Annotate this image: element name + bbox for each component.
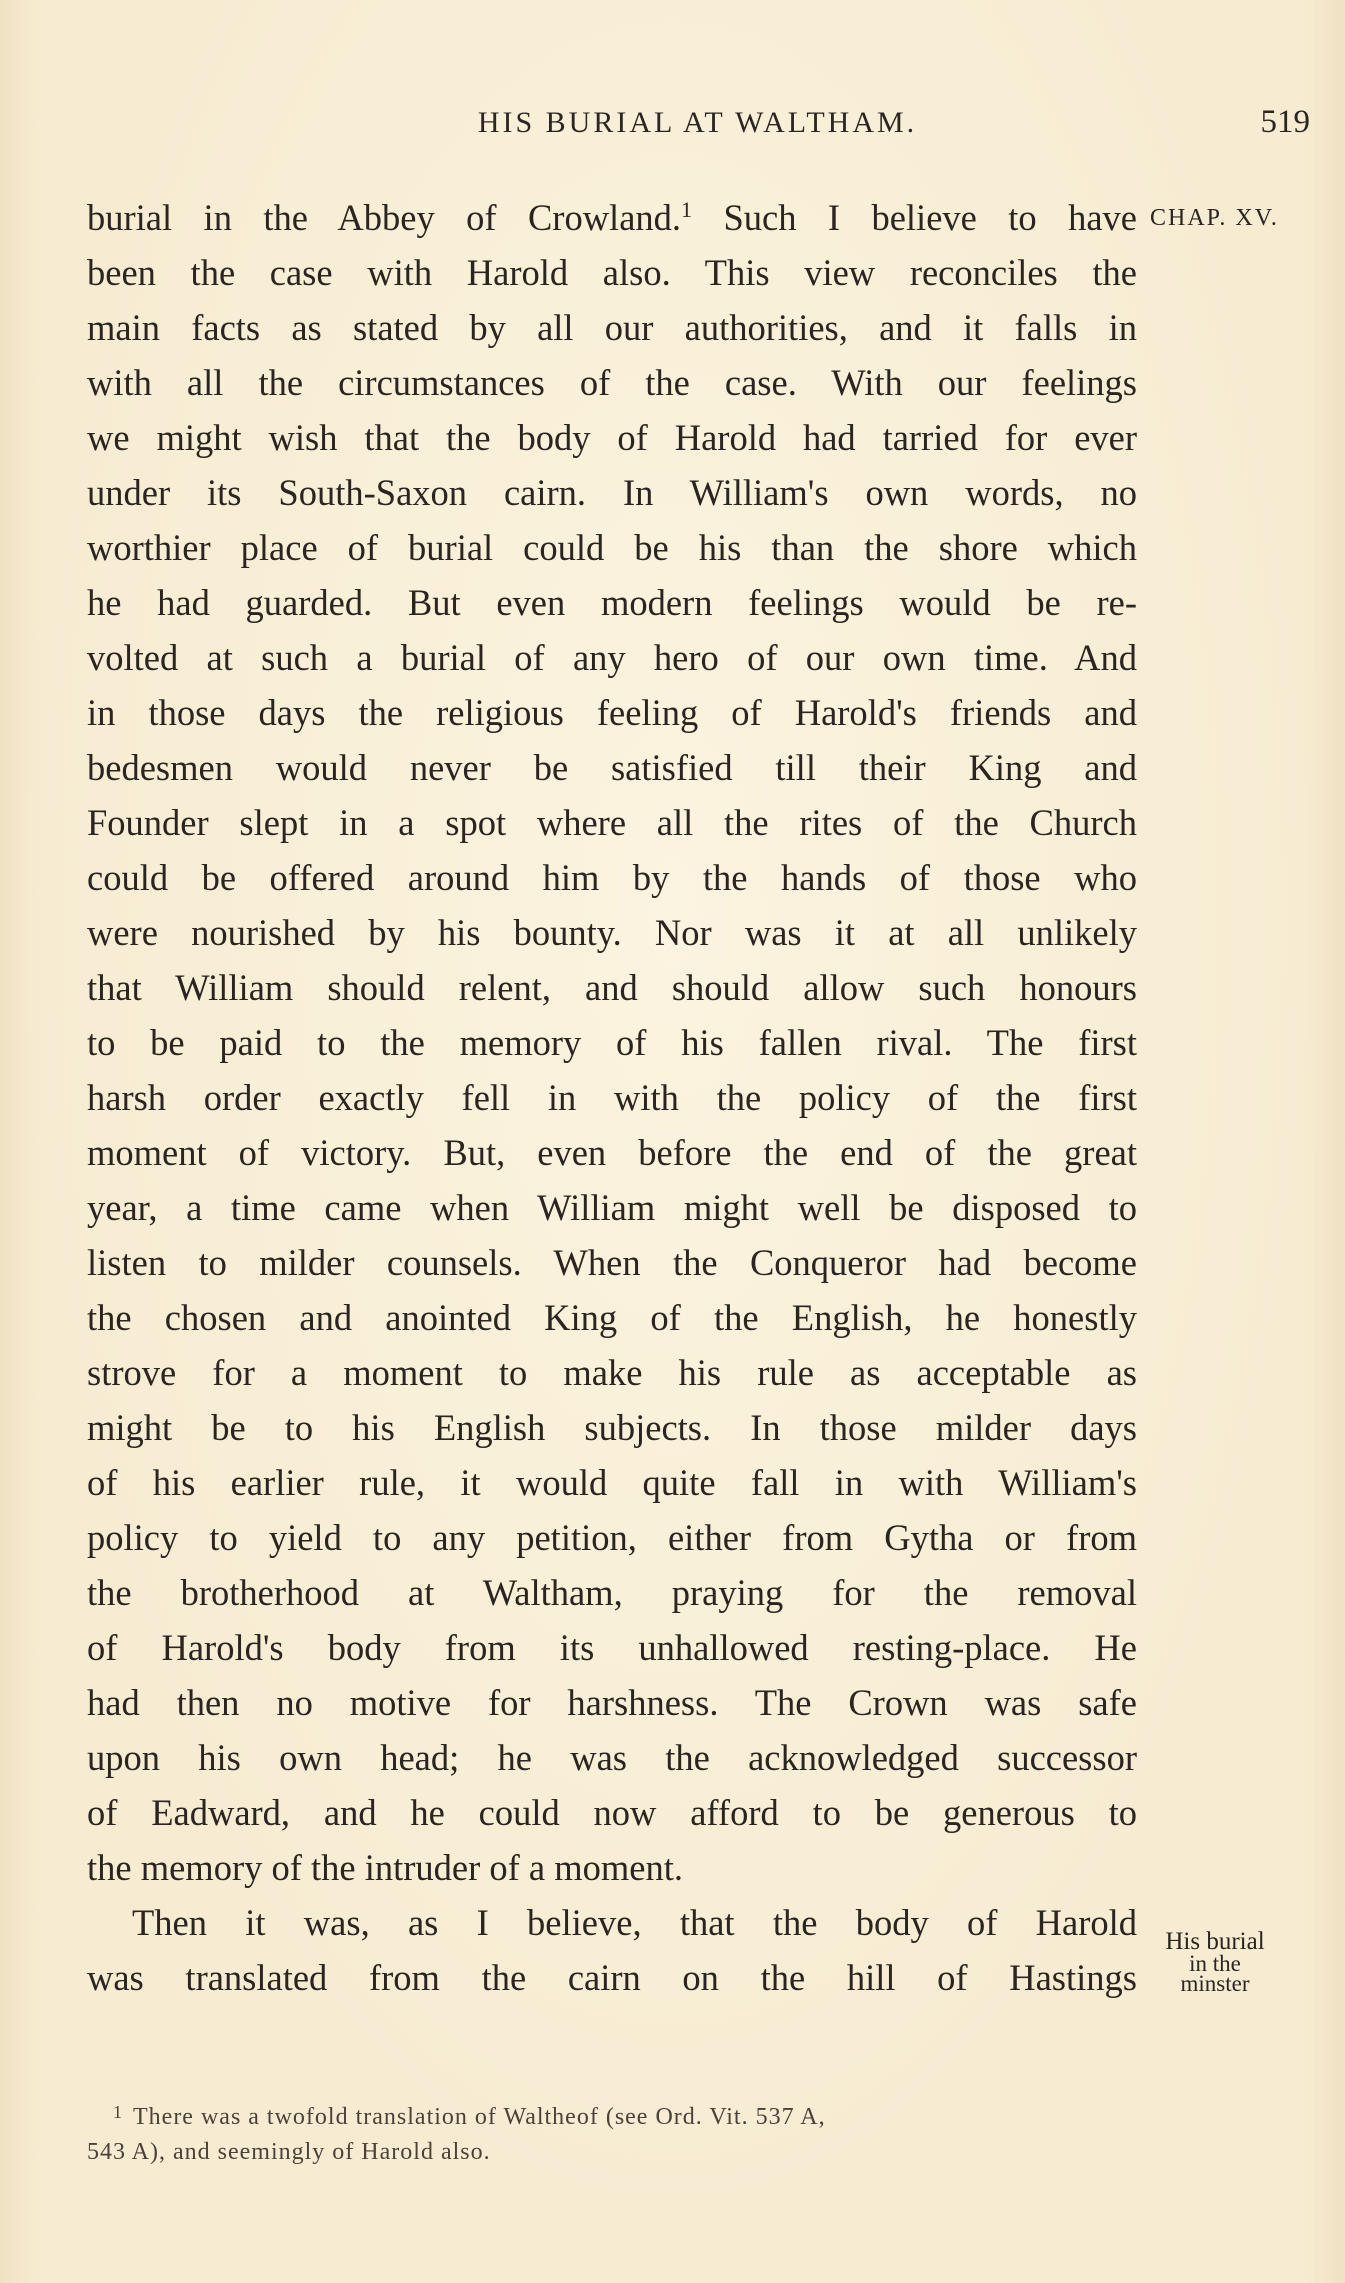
text-line: had then no motive for harshness. The Crown was safe [87,1682,1137,1723]
text-line: might be to his English subjects. In those milder days [87,1407,1137,1448]
text-line: the chosen and anointed King of the English, he honestly [87,1297,1137,1338]
footnote-text: There was a twofold translation of Waltheof (see Ord. Vit. 537 A, [133,2104,826,2130]
text-line: could be offered around him by the hands of those who [87,857,1137,898]
text-line-part: burial in the Abbey of Crowland. [87,197,682,238]
text-line: of his earlier rule, it would quite fall in with William's [87,1462,1137,1503]
text-line: worthier place of burial could be his than the shore which [87,527,1137,568]
text-line: was translated from the cairn on the hill of Hastings [87,1957,1137,1998]
text-line: the brotherhood at Waltham, praying for the removal [87,1572,1137,1613]
page-number: 519 [1260,104,1310,140]
text-line: were nourished by his bounty. Nor was it at all unlikely [87,912,1137,953]
footnotes [87,2092,1137,2172]
text-line: main facts as stated by all our authorities, and it falls in [87,307,1137,348]
text-line: year, a time came when William might well be disposed to [87,1187,1137,1228]
footnote-mark: 1 [113,2102,123,2122]
text-line: listen to milder counsels. When the Conqueror had become [87,1242,1137,1283]
text-line: we might wish that the body of Harold had tarried for ever [87,417,1137,458]
running-head [85,100,1310,150]
text-line: moment of victory. But, even before the end of the great [87,1132,1137,1173]
text-line-part: Such I believe to have [692,197,1137,238]
text-line: policy to yield to any petition, either from Gytha or from [87,1517,1137,1558]
sidenote-line-1: His burial [1165,1928,1265,1955]
text-line: the memory of the intruder of a moment. [87,1847,683,1888]
text-line: that William should relent, and should allow such honours [87,967,1137,1008]
text-line: to be paid to the memory of his fallen rival. The first [87,1022,1137,1063]
chapter-marginal-note: CHAP. XV. [1150,205,1279,231]
text-line: volted at such a burial of any hero of our own time. And [87,637,1137,678]
text-line: he had guarded. But even modern feelings would be re- [87,582,1137,623]
text-line: under its South-Saxon cairn. In William's own words, no [87,472,1137,513]
footnote-reference: 1 [681,196,693,222]
footnote-line: 543 A), and seemingly of Harold also. [87,2139,491,2165]
sidenote-line-3: minster [1180,1971,1250,1996]
footnote-line [87,2092,1137,2132]
text-line: Then it was, as I believe, that the body of Harold [132,1902,1137,1943]
text-line: harsh order exactly fell in with the policy of the first [87,1077,1137,1118]
text-line [87,190,1137,245]
text-line: upon his own head; he was the acknowledged successor [87,1737,1137,1778]
running-title: HIS BURIAL AT WALTHAM. [477,106,918,139]
text-line: in those days the religious feeling of Harold's friends and [87,692,1137,733]
text-line: of Harold's body from its unhallowed resting-place. He [87,1627,1137,1668]
text-line: Founder slept in a spot where all the rites of the Church [87,802,1137,843]
text-line: been the case with Harold also. This view reconciles the [87,252,1137,293]
body-text [87,190,1137,2005]
burial-sidenote [1145,1930,1285,1994]
text-line: bedesmen would never be satisfied till their King and [87,747,1137,788]
text-line: strove for a moment to make his rule as acceptable as [87,1352,1137,1393]
text-line: of Eadward, and he could now afford to be generous to [87,1792,1137,1833]
text-line: with all the circumstances of the case. With our feelings [87,362,1137,403]
sidenote-line-2: in the [1189,1951,1241,1976]
